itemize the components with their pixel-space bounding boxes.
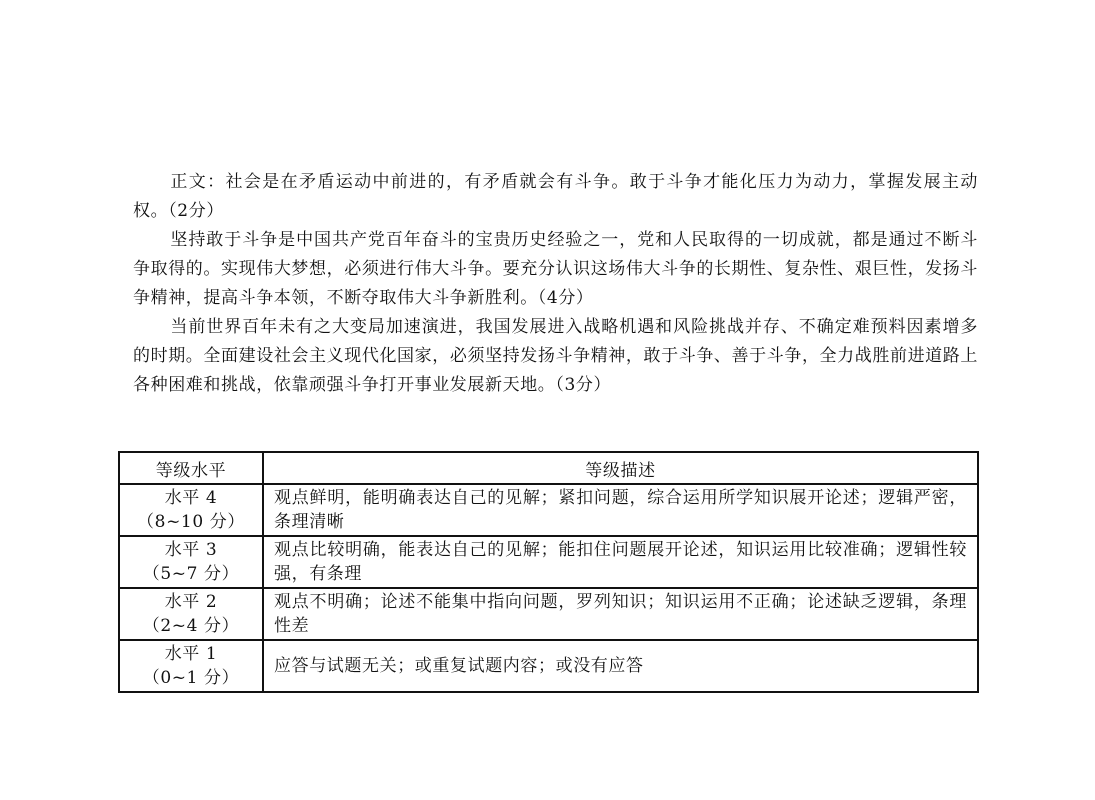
grading-table xyxy=(118,451,979,693)
table-row xyxy=(119,484,978,536)
header-description: 等级描述 xyxy=(263,452,978,484)
table-header-row xyxy=(119,452,978,484)
level-cell xyxy=(119,536,263,588)
paragraph-history: 坚持敢于斗争是中国共产党百年奋斗的宝贵历史经验之一，党和人民取得的一切成就，都是通过不断斗争取得的。实现伟大梦想，必须进行伟大斗争。要充分认识这场伟大斗争的长期性、复杂性、艰巨性，发扬斗争精神，提高斗争本领，不断夺取伟大斗争新胜利。（4分） xyxy=(133,230,978,308)
table-row xyxy=(119,536,978,588)
grading-table-wrap xyxy=(118,451,979,693)
level-cell xyxy=(119,640,263,692)
level-score: （5~7 分） xyxy=(142,564,240,584)
level-name: 水平 2 xyxy=(164,592,218,612)
paragraph-current: 当前世界百年未有之大变局加速演进，我国发展进入战略机遇和风险挑战并存、不确定难预料因素增多的时期。全面建设社会主义现代化国家，必须坚持发扬斗争精神，敢于斗争、善于斗争，全力战胜前进道路上各种困难和挑战，依靠顽强斗争打开事业发展新天地。（3分） xyxy=(133,317,978,395)
level-description: 应答与试题无关；或重复试题内容；或没有应答 xyxy=(263,640,978,692)
level-name: 水平 1 xyxy=(164,644,218,664)
level-name: 水平 3 xyxy=(164,540,218,560)
level-description: 观点不明确；论述不能集中指向问题，罗列知识；知识运用不正确；论述缺乏逻辑，条理性差 xyxy=(263,588,978,640)
level-score: （2~4 分） xyxy=(142,616,240,636)
table-row xyxy=(119,588,978,640)
paragraph-main-point: 正文：社会是在矛盾运动中前进的，有矛盾就会有斗争。敢于斗争才能化压力为动力，掌握发展主动权。（2分） xyxy=(133,172,978,221)
level-name: 水平 4 xyxy=(164,488,218,508)
answer-body xyxy=(133,168,978,400)
level-description: 观点比较明确，能表达自己的见解；能扣住问题展开论述，知识运用比较准确；逻辑性较强，有条理 xyxy=(263,536,978,588)
table-row xyxy=(119,640,978,692)
header-level: 等级水平 xyxy=(119,452,263,484)
level-description: 观点鲜明，能明确表达自己的见解；紧扣问题，综合运用所学知识展开论述；逻辑严密，条理清晰 xyxy=(263,484,978,536)
level-score: （8~10 分） xyxy=(137,512,245,532)
level-cell xyxy=(119,588,263,640)
level-cell xyxy=(119,484,263,536)
level-score: （0~1 分） xyxy=(142,668,240,688)
